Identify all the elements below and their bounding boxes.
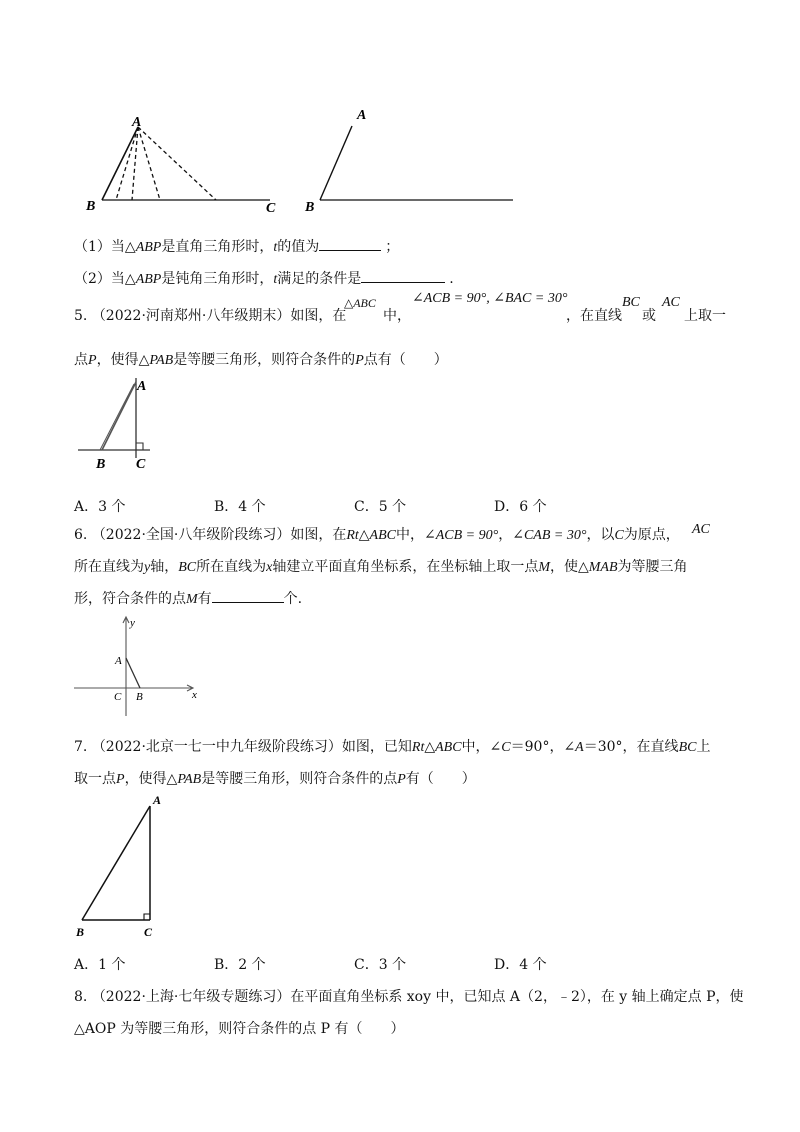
q5-line1: 5. （2022·河南郑州·八年级期末）如图，在	[74, 308, 347, 324]
q5-label-a: A	[137, 379, 147, 394]
q4-figure-left	[80, 114, 290, 214]
q4-left-label-c: C	[266, 201, 276, 214]
q5-option-c[interactable]: C．5 个	[354, 499, 407, 515]
q6-label-a: A	[115, 655, 122, 667]
q7-label-a: A	[153, 793, 162, 807]
q8-number: 8.	[74, 989, 88, 1005]
q8-line1: 8. （2022·上海·七年级专题练习）在平面直角坐标系 xoy 中，已知点 A（2，﹣2），在 y 轴上确定点 P，使	[74, 989, 744, 1005]
q5-label-c: C	[136, 457, 146, 472]
q4-figure-right	[300, 104, 520, 214]
q4-part2-answer-blank[interactable]	[361, 268, 445, 283]
q6-number: 6.	[74, 527, 88, 543]
q6-axis-y-label: y	[130, 617, 135, 629]
q7-figure	[70, 790, 180, 940]
q7-option-b[interactable]: B．2 个	[214, 957, 266, 973]
q4-part2: （2）当△ABP是钝角三角形时，t满足的条件是 .	[74, 268, 454, 288]
q6-label-c: C	[114, 691, 122, 703]
q5-line2: 点P，使得△PAB是等腰三角形，则符合条件的P点有（ ）	[74, 352, 448, 368]
q6-line2: 所在直线为y轴，BC所在直线为x轴建立平面直角坐标系，在坐标轴上取一点M，使△MAB为等腰三角	[74, 559, 688, 575]
q4-part1-answer-blank[interactable]	[319, 236, 381, 251]
q7-line1: 7. （2022·北京一七一中九年级阶段练习）如图，已知Rt△ABC中，∠C＝90°，∠A＝30°，在直线BC上	[74, 739, 711, 755]
q5-figure	[74, 372, 164, 477]
q7-number: 7.	[74, 739, 88, 755]
q8-line2: △AOP 为等腰三角形，则符合条件的点 P 有（ ）	[74, 1021, 405, 1037]
q5-option-b[interactable]: B．4 个	[214, 499, 266, 515]
q7-option-d[interactable]: D．4 个	[494, 957, 547, 973]
q7-option-a[interactable]: A．1 个	[74, 957, 126, 973]
q7-label-b: B	[76, 925, 85, 939]
q4-left-label-a: A	[132, 115, 142, 130]
q6-axis-x-label: x	[192, 689, 197, 701]
q6-figure	[70, 612, 210, 724]
q5-condition: ∠ACB = 90°, ∠BAC = 30°	[412, 291, 568, 306]
q5-option-a[interactable]: A．3 个	[74, 499, 126, 515]
q6-line3: 形，符合条件的点M有 个.	[74, 588, 302, 608]
q7-label-c: C	[144, 925, 153, 939]
q6-label-b: B	[136, 691, 143, 703]
q4-left-label-b: B	[86, 199, 96, 214]
q7-option-c[interactable]: C．3 个	[354, 957, 407, 973]
q5-number: 5.	[74, 308, 88, 324]
q5-label-b: B	[96, 457, 106, 472]
q6-line1: 6. （2022·全国·八年级阶段练习）如图，在Rt△ABC中，∠ACB = 90°，∠CAB = 30°，以C为原点，	[74, 527, 680, 543]
q4-right-label-b: B	[305, 200, 315, 214]
q5-triangle: △ABC	[344, 296, 376, 310]
q5-option-d[interactable]: D．6 个	[494, 499, 547, 515]
q4-right-label-a: A	[357, 108, 367, 123]
q6-answer-blank[interactable]	[212, 588, 284, 603]
q4-part1: （1）当△ABP是直角三角形时，t的值为 ；	[74, 236, 399, 256]
q7-line2: 取一点P，使得△PAB是等腰三角形，则符合条件的点P有（ ）	[74, 771, 476, 787]
